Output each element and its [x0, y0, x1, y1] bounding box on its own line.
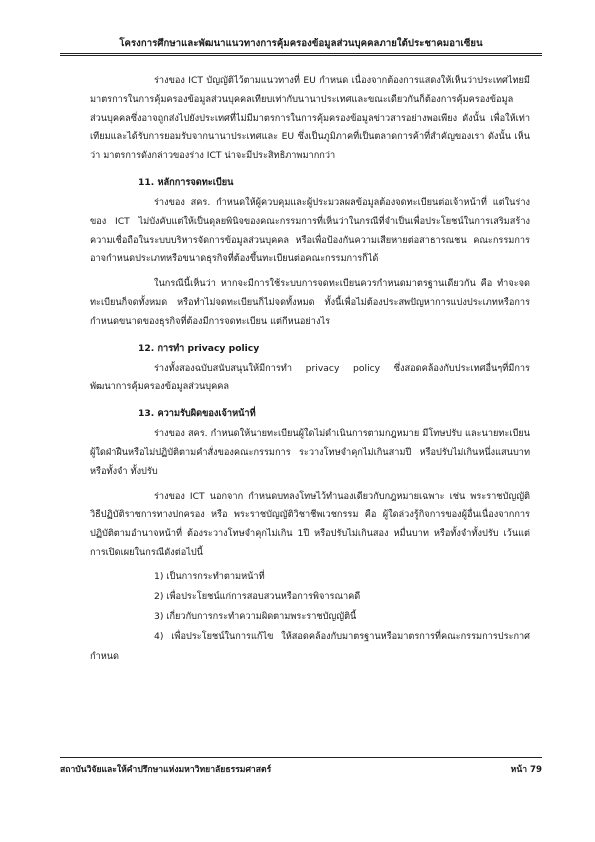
header-rule [60, 53, 542, 54]
paragraph-registration: ร่างของ สคร. กำหนดให้ผู้ควบคุมและผู้ประมวลผลข้อมูลต้องจดทะเบียนต่อเจ้าหน้าที่ แต่ในร่างของ ICT ไม่บังคับแต่ให้เป็นดุลยพินิจของคณะกรรมการที่เห็นว่าในกรณีที่จำเป็นเพื่อประโยชน์ในการเสริมสร้างความเชื่อถือในระบบบริหารจัดการข้อมูลส่วนบุคคล หรือเพื่อป้องกันความเสียหายต่อสาธารณชน คณะกรรมการอาจกำหนดประเภทหรือขนาดธุรกิจที่ต้องขึ้นทะเบียนต่อคณะกรรมการก็ได้ [90, 196, 530, 265]
paragraph-ict-penalty: ร่างของ ICT นอกจาก กำหนดบทลงโทษไว้ทำนองเดียวกับกฎหมายเฉพาะ เช่น พระราชบัญญัติวิธีปฏิบัติราชการทางปกครอง หรือ พระราชบัญญัติวิชาชีพเวชกรรม คือ ผู้ใดล่วงรู้กิจการของผู้อื่นเนื่องจากการปฏิบัติตามอำนาจหน้าที่ ต้องระวางโทษจำคุกไม่เกิน 1ปี หรือปรับไม่เกินสอง หมื่นบาท หรือทั้งจำทั้งปรับ เว้นแต่ การเปิดเผยในกรณีดังต่อไปนี้ [90, 490, 530, 558]
list-item: 2) เพื่อประโยชน์แก่การสอบสวนหรือการพิจารณาคดี [154, 590, 361, 602]
page-header-title: โครงการศึกษาและพัฒนาแนวทางการคุ้มครองข้อมูลส่วนบุคคลภายใต้ประชาคมอาเซียน [119, 38, 483, 49]
page-number: หน้า 79 [510, 765, 542, 775]
paragraph-registration-opinion: ในกรณีนี้เห็นว่า หากจะมีการใช้ระบบการจดทะเบียนควรกำหนดมาตรฐานเดียวกัน คือ ทำจะจดทะเบียนก็จดทั้งหมด หรือทำไม่จดทะเบียนก็ไม่จดทั้งหมด ทั้งนี้เพื่อไม่ต้องประสพปัญหาการแบ่งประเภทหรือการกำหนดขนาดของธุรกิจที่ต้องมีการจดทะเบียน แต่กีหนอย่างไร [90, 278, 530, 327]
exception-list [90, 567, 530, 667]
page-content [90, 72, 530, 667]
paragraph-officer-liability: ร่างของ สคร. กำหนดให้นายทะเบียนผู้ใดไม่ดำเนินการตามกฎหมาย มีโทษปรับ และนายทะเบียนผู้ใดฝ่าฝืนหรือไม่ปฏิบัติตามคำสั่งของคณะกรรมการ ระวางโทษจำคุกไม่เกินสามปี หรือปรับไม่เกินหนึ่งแสนบาทหรือทั้งจำ ทั้งปรับ [90, 428, 530, 477]
list-item: 1) เป็นการกระทำตามหน้าที่ [154, 570, 265, 582]
section-heading-12: 12. การทำ privacy policy [138, 342, 260, 354]
header-rule-secondary [60, 55, 542, 56]
list-item: 3) เกี่ยวกับการกระทำความผิดตามพระราชบัญญัตินี้ [154, 610, 357, 622]
footer-institution: สถาบันวิจัยและให้คำปรึกษาแห่งมหาวิทยาลัยธรรมศาสตร์ [60, 765, 272, 775]
footer-rule [60, 757, 542, 758]
paragraph-ict-eu: ร่างของ ICT บัญญัติไว้ตามแนวทางที่ EU กำหนด เนื่องจากต้องการแสดงให้เห็นว่าประเทศไทยมีมาตรการในการคุ้มครองข้อมูลส่วนบุคคลเทียบเท่ากับนานาประเทศและขณะเดียวกันก็ต้องการคุ้มครองข้อมูลส่วนบุคคลซึ่งอาจถูกส่งไปยังประเทศที่ไม่มีมาตรการในการคุ้มครองข้อมูลข่าวสารอย่างพอเพียง ดังนั้น เพื่อให้เท่าเทียมและได้รับการยอมรับจากนานาประเทศและ EU ซึ่งเป็นภูมิภาคที่เป็นตลาดการค้าที่สำคัญของเรา ดังนั้น เห็นว่า มาตรการดังกล่าวของร่าง ICT น่าจะมีประสิทธิภาพมากกว่า [90, 75, 530, 162]
list-item: 4) เพื่อประโยชน์ในการแก้ไข ให้สอดคล้องกับมาตรฐานหรือมาตรการที่คณะกรรมการประกาศกำหนด [90, 630, 530, 662]
section-heading-13: 13. ความรับผิดของเจ้าหน้าที่ [138, 408, 256, 420]
section-heading-11: 11. หลักการจดทะเบียน [138, 176, 234, 188]
paragraph-privacy-policy: ร่างทั้งสองฉบับสนับสนุนให้มีการทำ privacy policy ซึ่งสอดคล้องกับประเทศอื่นๆที่มีการพัฒนาการคุ้มครองข้อมูลส่วนบุคคล [90, 362, 530, 393]
